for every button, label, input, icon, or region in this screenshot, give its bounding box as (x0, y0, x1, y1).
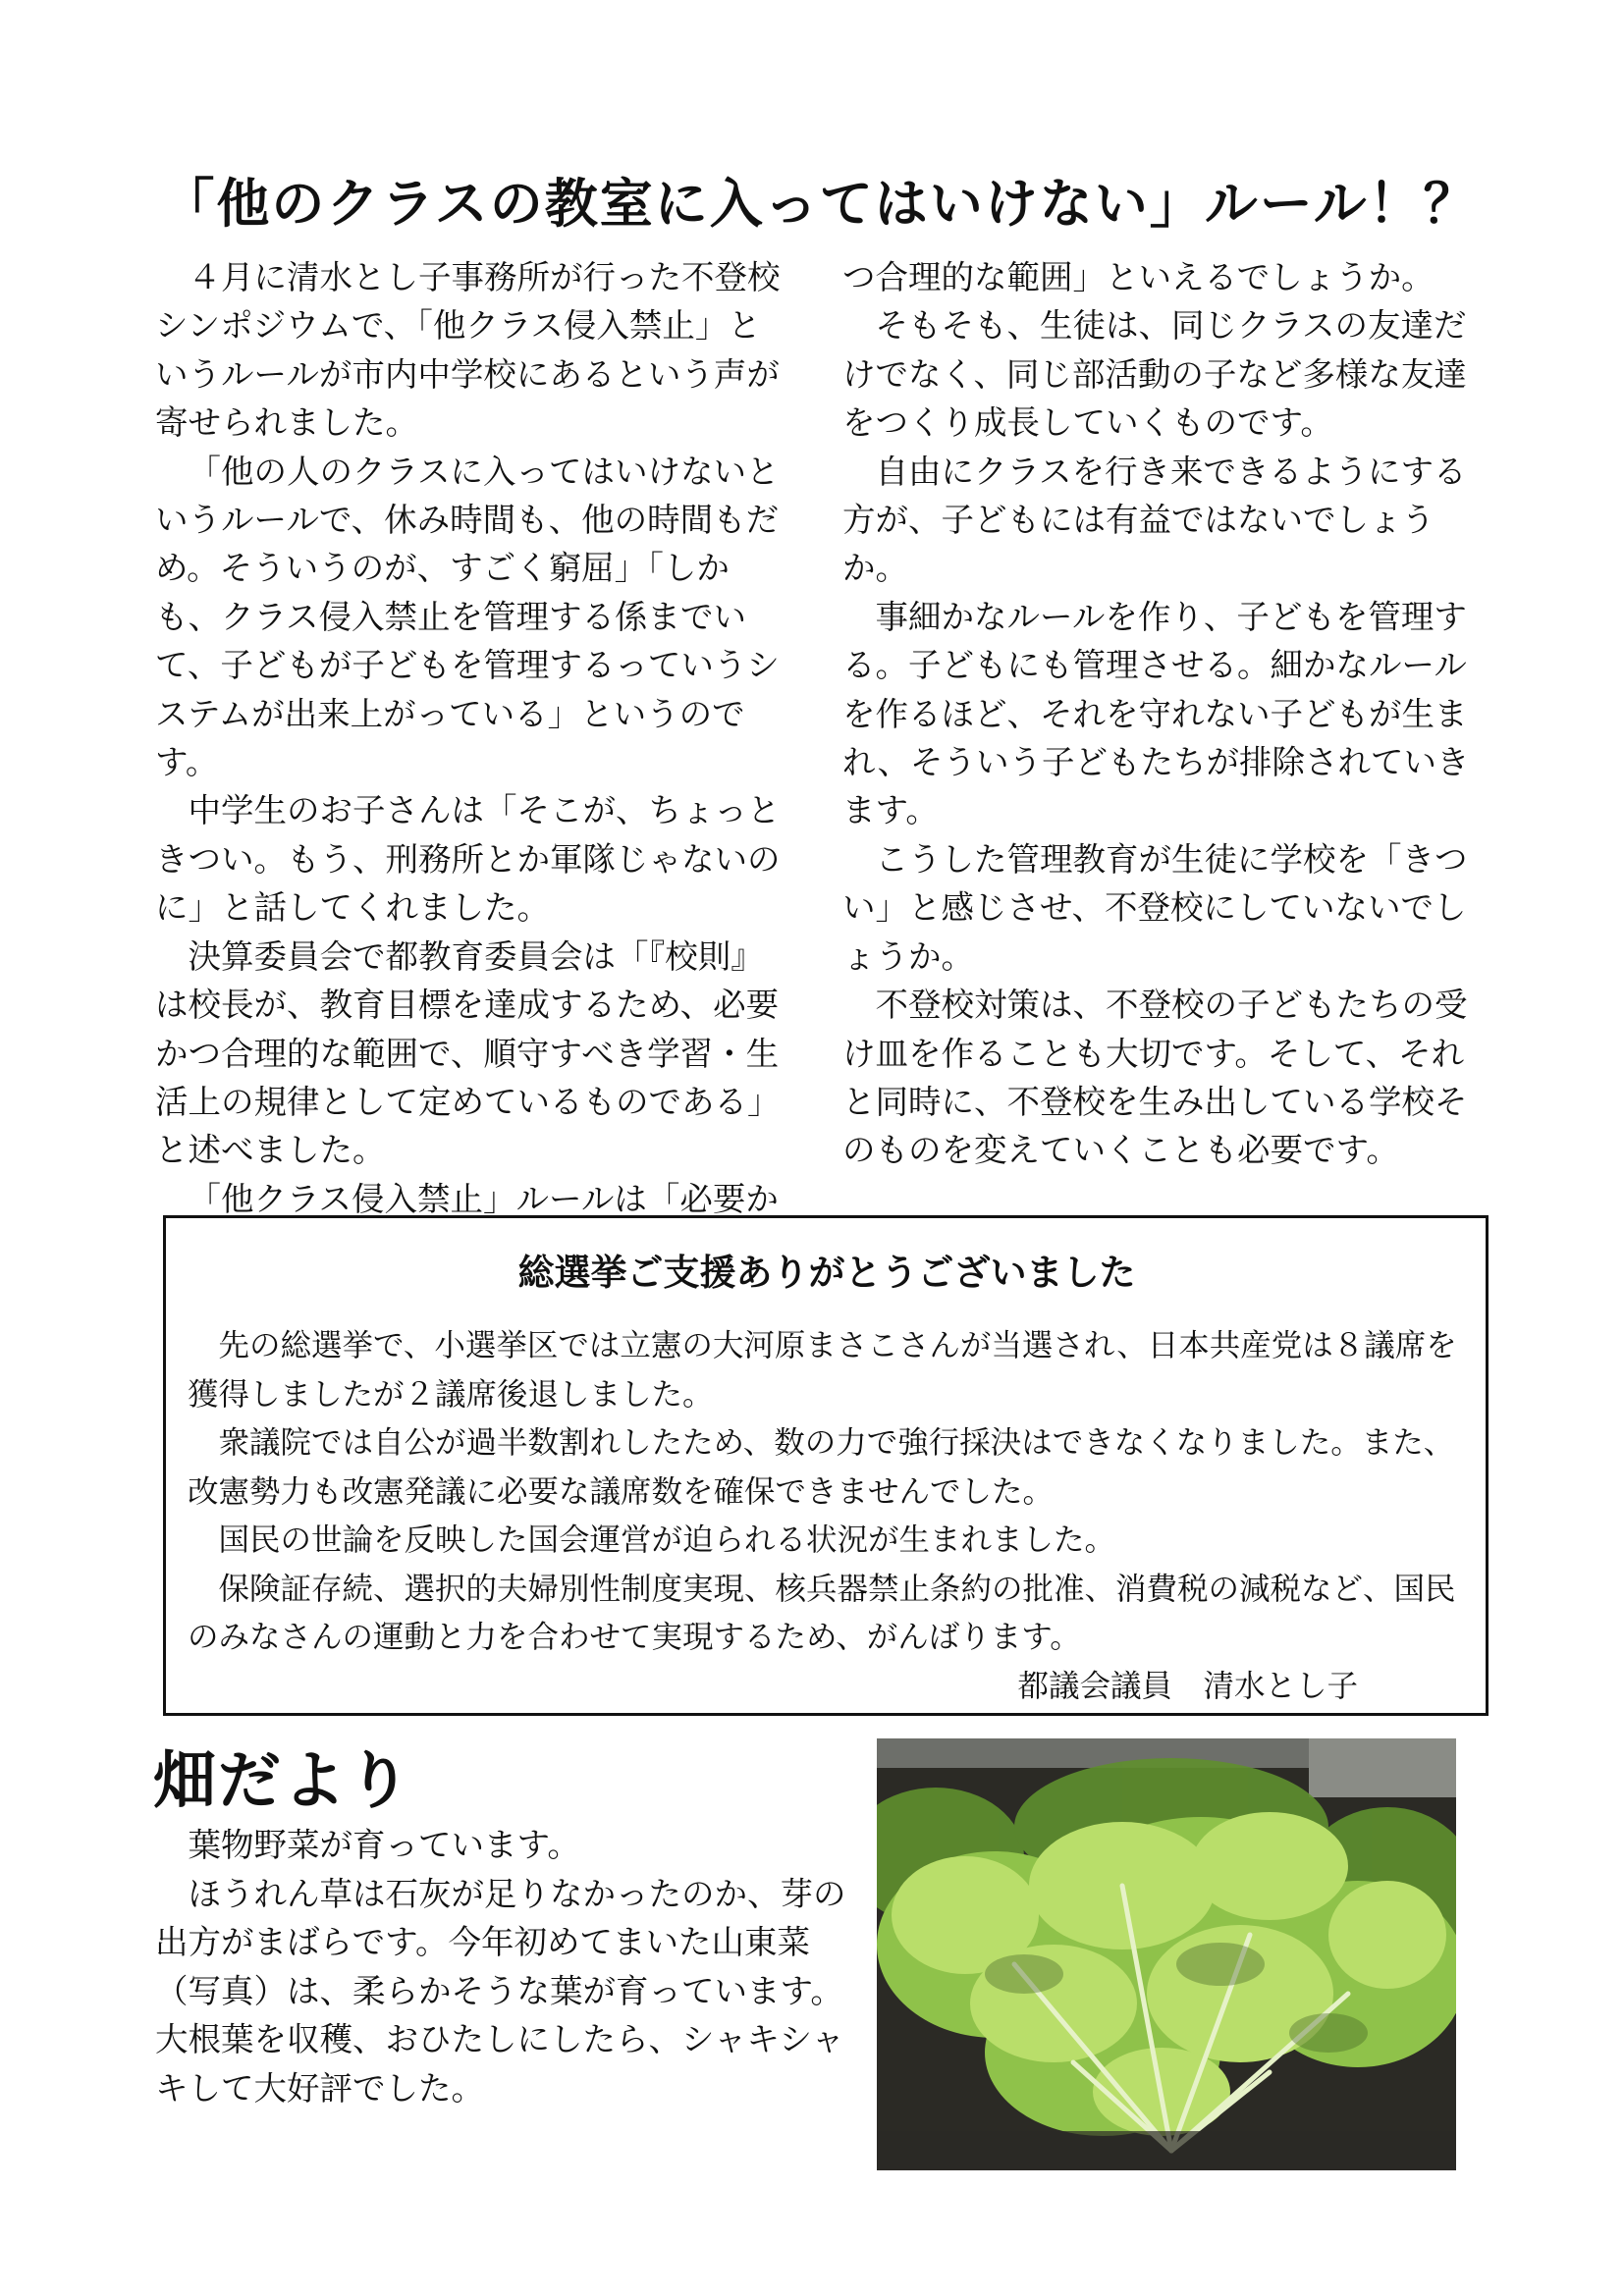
article-paragraph-continuation: つ合理的な範囲」といえるでしょうか。 (842, 258, 1435, 296)
article-paragraph: 「他クラス侵入禁止」ルールは「必要か (188, 1179, 779, 1218)
farm-paragraph: 葉物野菜が育っています。 (188, 1826, 580, 1864)
article-paragraph: 不登校対策は、不登校の子どもたちの受け皿を作ることも大切です。そして、それと同時に、不登校を生み出している学校そのものを変えていくことも必要です。 (842, 986, 1468, 1170)
article-paragraph: 「他の人のクラスに入ってはいけないというルールで、休み時間も、他の時間もだめ。そういうのが、すごく窮屈」「しかも、クラス侵入禁止を管理する係までいて、子どもが子どもを管理するっていうシステムが出来上がっている」というのです。 (155, 452, 780, 782)
article-paragraph: 自由にクラスを行き来できるようにする方が、子どもには有益ではないでしょうか。 (842, 452, 1467, 588)
election-paragraph: 国民の世論を反映した国会運営が迫られる状況が生まれました。 (218, 1522, 1116, 1558)
election-paragraph: 衆議院では自公が過半数割れしたため、数の力で強行採決はできなくなりました。また、改憲勢力も改憲発議に必要な議席数を確保できませんでした。 (188, 1425, 1455, 1510)
farm-section-title: 畑だより (153, 1745, 412, 1818)
election-thanks-box (163, 1215, 1489, 1716)
election-signature: 都議会議員 清水とし子 (1017, 1668, 1358, 1704)
article-right-column (842, 253, 1481, 1175)
election-paragraph: 先の総選挙で、小選挙区では立憲の大河原まさこさんが当選され、日本共産党は８議席を獲得しましたが２議席後退しました。 (188, 1328, 1457, 1413)
article-left-column (155, 253, 793, 1223)
article-paragraph: 事細かなルールを作り、子どもを管理する。子どもにも管理させる。細かなルールを作るほど、それを守れない子どもが生まれ、そういう子どもたちが排除されていきます。 (842, 597, 1470, 830)
article-paragraph: 決算委員会で都教育委員会は「『校則』は校長が、教育目標を達成するため、必要かつ合理的な範囲で、順守すべき学習・生活上の規律として定めているものである」と述べました。 (155, 936, 781, 1170)
election-box-title: 総選挙ご支援ありがとうございました (517, 1252, 1136, 1294)
article-headline: 「他のクラスの教室に入ってはいけない」ルール！？ (161, 173, 1479, 235)
article-paragraph: こうした管理教育が生徒に学校を「きつい」と感じさせ、不登校にしていないでしょうか。 (842, 839, 1468, 976)
leafy-greens-photo (877, 1738, 1456, 2170)
leafy-greens-illustration (877, 1738, 1456, 2170)
farm-paragraph: ほうれん草は石灰が足りなかったのか、芽の出方がまばらです。今年初めてまいた山東菜（写真）は、柔らかそうな葉が育っています。大根葉を収穫、おひたしにしたら、シャキシャキして大好評でした。 (155, 1874, 846, 2108)
article-paragraph: 中学生のお子さんは「そこが、ちょっときつい。もう、刑務所とか軍隊じゃないのに」と話してくれました。 (155, 791, 781, 928)
article-paragraph: そもそも、生徒は、同じクラスの友達だけでなく、同じ部活動の子など多様な友達をつくり成長していくものです。 (842, 306, 1467, 443)
article-paragraph: ４月に清水とし子事務所が行った不登校シンポジウムで、「他クラス侵入禁止」というルールが市内中学校にあるという声が寄せられました。 (155, 258, 781, 443)
election-paragraph: 保険証存続、選択的夫婦別性制度実現、核兵器禁止条約の批准、消費税の減税など、国民のみなさんの運動と力を合わせて実現するため、がんばります。 (188, 1571, 1456, 1655)
farm-text (155, 1821, 852, 2113)
